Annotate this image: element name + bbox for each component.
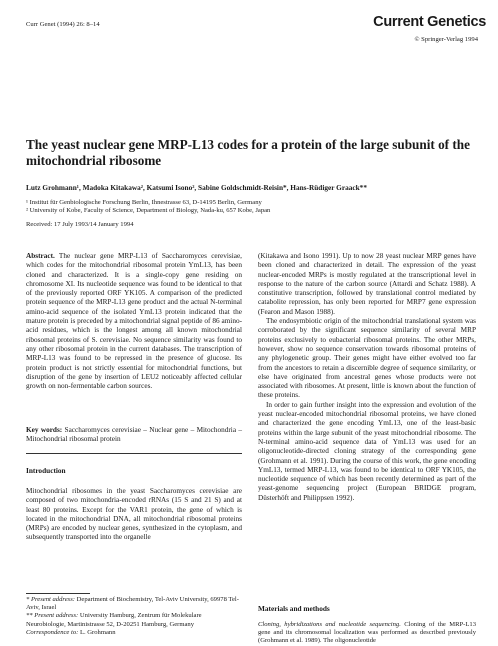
paragraph-3: In order to gain further insight into the expression and evolution of the yeast nuclear-encoded mitochondrial ribosomal proteins, we have cloned and characterized the gene encoding YmL13, one of the least-basic proteins within the large subunit of the yeast mitochondrial ribosome. The N-terminal amino-acid sequence data of YmL13 was used for an oligonucleotide-directed cloning strategy of the corresponding gene (Grohmann et al. 1991). During the course of this work, the gene encoding YmL13, termed MRP-L13, was found to be identical to ORF YK105, the nucleotide sequence of which has been recently determined as part of the yeast-genome sequencing project (European BRIDGE program, Düsterhöft and Philippsen 1992). bbox=[258, 400, 476, 502]
keywords-divider bbox=[26, 453, 242, 454]
copyright-notice: © Springer-Verlag 1994 bbox=[414, 36, 478, 43]
paragraph-1: (Kitakawa and Isono 1991). Up to now 28 yeast nuclear MRP genes have been cloned and characterized in detail. The expression of the yeast nuclear-encoded MRPs is mostly regulated at the transcriptional level in response to the nature of the carbon source (Attardi and Schatz 1988). A constitutive transcription, followed by translational control mediated by catabolite repression, has only been reported for MRP7 gene expression (Fearon and Mason 1988). bbox=[258, 252, 476, 316]
abstract bbox=[26, 252, 242, 391]
methods-body: Cloning of the MRP-L13 gene and its chromosomal localization was performed as described previously (Grohmann et al. 1989). The oligonucleotide bbox=[258, 621, 477, 645]
footnote-2-text: University Hamburg, Zentrum für Molekulare Neurobiologie, Martinistrasse 52, D-20251 Hamburg, Germany bbox=[26, 612, 202, 628]
correspondence-text: L. Grohmann bbox=[79, 628, 116, 636]
author-list: Lutz Grohmann¹, Madoka Kitakawa², Katsumi Isono², Sabine Goldschmidt-Reisin*, Hans-Rüdiger Graack** bbox=[26, 183, 367, 192]
methods-heading: Materials and methods bbox=[258, 604, 330, 613]
affiliation-2: ² University of Kobe, Faculty of Science, Department of Biology, Nada-ku, 657 Kobe, Japan bbox=[26, 207, 271, 215]
introduction-heading: Introduction bbox=[26, 466, 66, 475]
footnote-2 bbox=[26, 612, 242, 628]
footnote-divider bbox=[26, 593, 90, 594]
keywords bbox=[26, 426, 242, 445]
footnotes bbox=[26, 596, 242, 637]
paragraph-2: The endosymbiotic origin of the mitochondrial translational system was corroborated by the significant sequence similarity of several MRP proteins exclusively to eubacterial ribosomal proteins. The other MRPs, however, show no sequence conservation towards ribosomal proteins of any phylogenetic group. Their genes might have either evolved too far from the ancestors to retain a discernible degree of sequence similarity, or else have originated from ancestral genes whose products were not associated with ribosomes. At present, little is known about the function of these proteins. bbox=[258, 317, 476, 400]
keywords-label: Key words: bbox=[26, 426, 63, 434]
abstract-label: Abstract. bbox=[26, 252, 55, 260]
received-date: Received: 17 July 1993/14 January 1994 bbox=[26, 221, 134, 228]
journal-reference: Curr Genet (1994) 26: 8–14 bbox=[26, 21, 100, 28]
introduction-text: Mitochondrial ribosomes in the yeast Saccharomyces cerevisiae are composed of two mitochondria-encoded rRNAs (15 S and 21 S) and at least 80 proteins. Except for the VAR1 protein, the gene of which is located in the mitochondrial DNA, all mitochondrial ribosomal proteins (MRPs) are encoded by nuclear genes, synthesized in the cytoplasm, and subsequently transported into the organelle bbox=[26, 487, 242, 542]
methods-subhead: Cloning, hybridizations and nucleotide sequencing. bbox=[258, 621, 401, 628]
correspondence bbox=[26, 629, 242, 637]
journal-brand: Current Genetics bbox=[373, 14, 486, 30]
correspondence-label: Correspondence to: bbox=[26, 628, 79, 636]
abstract-text: The nuclear gene MRP-L13 of Saccharomyces cerevisiae, which codes for the mitochondrial ribosomal protein YmL13, has been cloned and characterized. It is a single-copy gene residing on chromosome XI. Its nucleotide sequence was found to be identical to that of the previously reported ORF YK105. A comparison of the predicted protein sequence of the MRP-L13 gene product and the actual N-terminal amino-acid sequence of the isolated YmL13 protein indicated that the mature protein is preceded by a mitochondrial signal peptide of 86 amino-acid residues, which is the longest among all known mitochondrial ribosomal proteins of S. cerevisiae. No sequence similarity was found to any other ribosomal protein in the current databases. The transcription of MRP-L13 was found to be repressed in the presence of glucose. Its protein product is not strictly essential for mitochondrial functions, but disruption of the gene by insertion of LEU2 noticeably affected cellular growth on non-fermentable carbon sources. bbox=[26, 252, 242, 391]
affiliations bbox=[26, 199, 426, 215]
footnote-1-text: Department of Biochemistry, Tel-Aviv University, 69978 Tel-Aviv, Israel bbox=[26, 596, 239, 612]
footnote-1-label: * Present address: bbox=[26, 596, 75, 603]
keywords-text: Saccharomyces cerevisiae – Nuclear gene – Mitochondria – Mitochondrial ribosomal protein bbox=[26, 426, 243, 444]
footnote-2-label: ** Present address: bbox=[26, 612, 79, 620]
affiliation-1: ¹ Institut für Genbiologische Forschung Berlin, Ihnestrasse 63, D-14195 Berlin, Germany bbox=[26, 199, 262, 206]
article-title: The yeast nuclear gene MRP-L13 codes for a protein of the large subunit of the mitochondrial ribosome bbox=[26, 137, 470, 168]
footnote-1 bbox=[26, 596, 242, 612]
right-column-body bbox=[258, 252, 476, 503]
